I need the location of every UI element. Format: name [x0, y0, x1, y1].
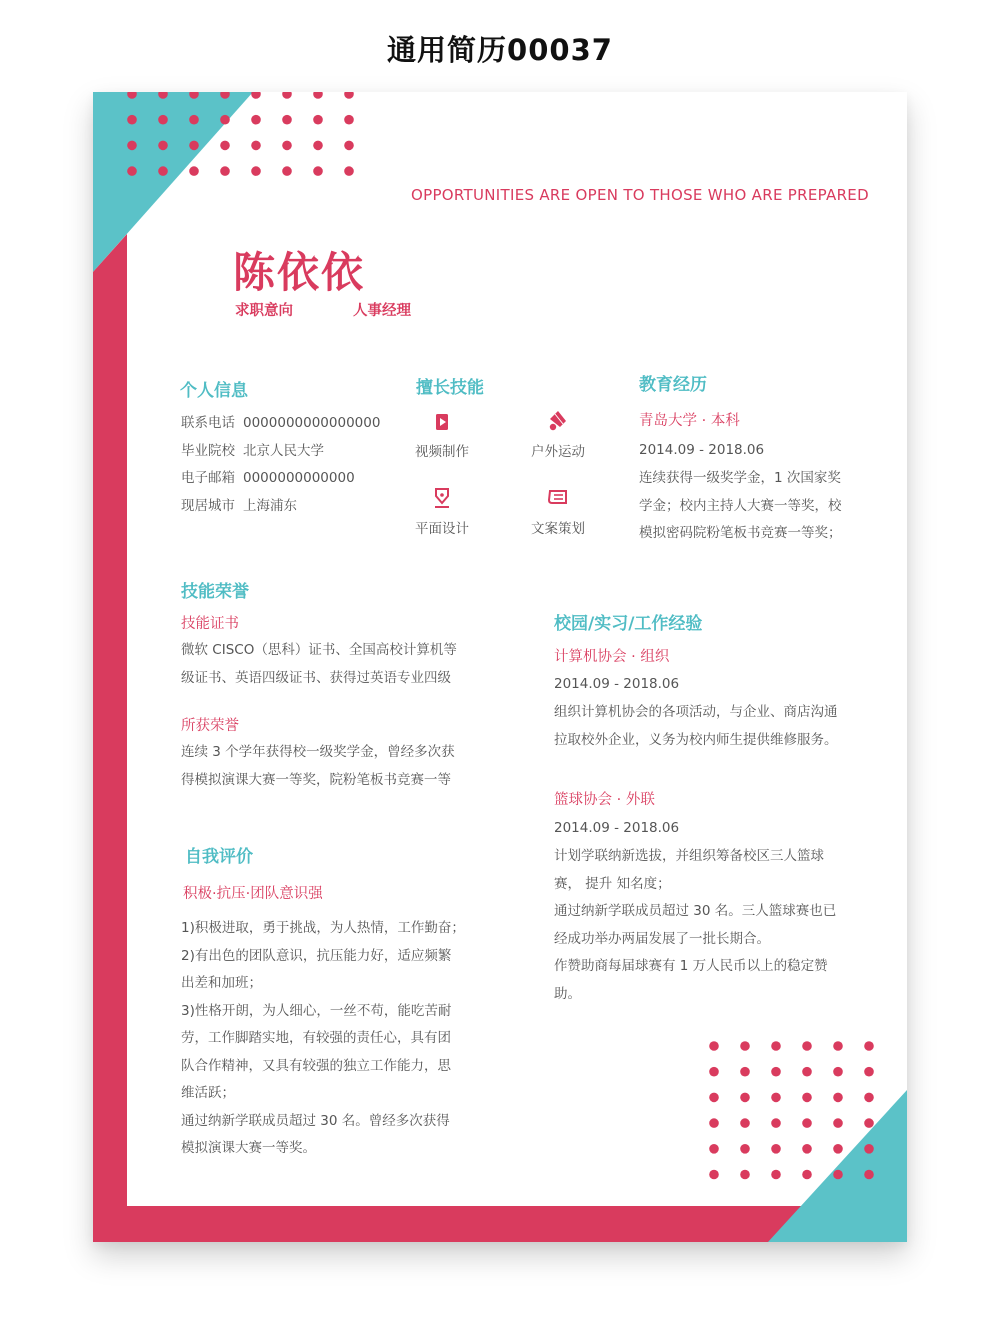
decorative-dot — [802, 1144, 812, 1154]
self-eval-subtitle: 积极·抗压·团队意识强 — [183, 886, 323, 902]
decorative-dot — [251, 166, 261, 176]
decorative-dot — [740, 1067, 750, 1077]
decorative-dot — [251, 115, 261, 125]
text-line: 助。 — [554, 985, 581, 1002]
decorative-dot — [740, 1170, 750, 1180]
text-line: 拉取校外企业，义务为校内师生提供维修服务。 — [554, 731, 838, 748]
info-value: 北京人民大学 — [243, 442, 324, 459]
decorative-dot — [709, 1170, 719, 1180]
experience-description-1 — [554, 699, 874, 754]
pen-nib-icon — [431, 487, 453, 509]
decorative-dot — [282, 115, 292, 125]
decorative-dot — [802, 1067, 812, 1077]
text-line: 连续 3 个学年获得校一级奖学金，曾经多次获 — [181, 744, 455, 760]
decorative-dot — [158, 141, 168, 151]
decorative-dot — [802, 1118, 812, 1128]
decorative-dot — [158, 166, 168, 176]
self-eval-description — [181, 915, 501, 1163]
decorative-dot — [189, 115, 199, 125]
decorative-dot — [771, 1144, 781, 1154]
decorative-dot — [802, 1170, 812, 1180]
education-period: 2014.09 - 2018.06 — [639, 442, 765, 458]
text-line: 3)性格开朗，为人细心，一丝不苟，能吃苦耐 — [181, 1002, 452, 1019]
info-label: 联系电话 — [181, 415, 235, 431]
personal-info-list — [181, 410, 380, 520]
skill-label: 户外运动 — [531, 444, 585, 460]
info-row-phone — [181, 410, 380, 438]
decorative-dot — [833, 1041, 843, 1051]
experience-title: 校园/实习/工作经验 — [554, 614, 703, 634]
text-line: 维活跃； — [181, 1085, 235, 1101]
intent-label: 求职意向 — [235, 303, 293, 319]
skill-label: 视频制作 — [415, 444, 469, 460]
skill-item-outdoor — [513, 410, 603, 460]
cert-title: 技能证书 — [181, 616, 239, 632]
education-school: 青岛大学 · 本科 — [639, 413, 740, 429]
experience-org-1: 计算机协会 · 组织 — [554, 649, 670, 665]
decorative-dot — [344, 92, 354, 99]
decorative-dot — [344, 166, 354, 176]
decorative-dot — [344, 141, 354, 151]
decorative-dot — [864, 1067, 874, 1077]
decorative-dot — [709, 1093, 719, 1103]
text-line: 计划学联纳新选拔，并组织筹备校区三人篮球 — [554, 848, 824, 864]
text-line: 组织计算机协会的各项活动，与企业、商店沟通 — [554, 704, 838, 720]
decorative-dot — [709, 1144, 719, 1154]
decorative-dot — [709, 1118, 719, 1128]
self-eval-title: 自我评价 — [185, 847, 253, 867]
decorative-dot — [740, 1093, 750, 1103]
decorative-dot — [709, 1041, 719, 1051]
decorative-dot — [127, 166, 137, 176]
decorative-dot — [771, 1093, 781, 1103]
text-line: 得模拟演课大赛一等奖，院粉笔板书竞赛一等 — [181, 771, 451, 788]
decorative-dot — [864, 1041, 874, 1051]
info-label: 现居城市 — [181, 497, 235, 514]
education-description — [639, 465, 879, 548]
resume-sheet — [93, 92, 907, 1242]
education-title: 教育经历 — [639, 375, 707, 395]
text-line: 模拟演课大赛一等奖。 — [181, 1140, 316, 1156]
document-icon — [546, 487, 570, 509]
decorative-dot — [189, 166, 199, 176]
skill-item-video — [397, 412, 487, 460]
decorative-dot — [864, 1093, 874, 1103]
decorative-dot — [313, 115, 323, 125]
text-line: 通过纳新学联成员超过 30 名。曾经多次获得 — [181, 1112, 450, 1129]
cert-description — [181, 637, 501, 692]
text-line: 经成功举办两届发展了一批长期合。 — [554, 930, 770, 947]
skill-label: 文案策划 — [531, 521, 585, 537]
shuttlecock-icon — [547, 410, 569, 432]
info-label: 毕业院校 — [181, 442, 235, 459]
decorative-dot — [282, 141, 292, 151]
text-line: 作赞助商每届球赛有 1 万人民币以上的稳定赞 — [554, 958, 828, 974]
decorative-dot — [740, 1144, 750, 1154]
text-line: 连续获得一级奖学金，1 次国家奖 — [639, 470, 841, 486]
skills-title: 擅长技能 — [416, 378, 484, 398]
award-title: 所获荣誉 — [181, 718, 239, 734]
decorative-dot — [127, 141, 137, 151]
decorative-dot — [313, 92, 323, 99]
info-value: 0000000000000 — [243, 470, 355, 486]
personal-info-title: 个人信息 — [180, 381, 248, 401]
experience-period-2: 2014.09 - 2018.06 — [554, 820, 680, 836]
info-row-school — [181, 438, 380, 466]
decorative-dot — [220, 115, 230, 125]
pink-strip-left — [93, 234, 127, 1242]
decorative-dot — [189, 141, 199, 151]
honors-title: 技能荣誉 — [181, 582, 249, 602]
decorative-dot — [344, 115, 354, 125]
page-title: 通用简历00037 — [387, 33, 613, 67]
decorative-dot — [771, 1118, 781, 1128]
decorative-dot — [864, 1170, 874, 1180]
text-line: 学金；校内主持人大赛一等奖，校 — [639, 497, 842, 514]
decorative-dot — [282, 92, 292, 99]
decorative-dot — [833, 1093, 843, 1103]
experience-description-2 — [554, 843, 874, 1008]
info-value: 上海浦东 — [243, 497, 297, 514]
decorative-dot — [864, 1144, 874, 1154]
decorative-dot — [864, 1118, 874, 1128]
decorative-dot — [771, 1041, 781, 1051]
decorative-dot — [709, 1067, 719, 1077]
info-label: 电子邮箱 — [181, 470, 235, 486]
decorative-dot — [740, 1041, 750, 1051]
decorative-dot — [771, 1170, 781, 1180]
decorative-dot — [251, 92, 261, 99]
decorative-dot — [740, 1118, 750, 1128]
info-row-email — [181, 465, 380, 493]
decorative-dot — [127, 115, 137, 125]
skill-item-copywriting — [513, 487, 603, 537]
skill-label: 平面设计 — [415, 521, 469, 537]
decorative-dot — [158, 115, 168, 125]
decorative-dot — [313, 166, 323, 176]
text-line: 队合作精神，又具有较强的独立工作能力，思 — [181, 1057, 451, 1074]
skill-item-design — [397, 487, 487, 537]
decorative-dot — [833, 1118, 843, 1128]
decorative-dot — [833, 1170, 843, 1180]
decorative-dot — [802, 1093, 812, 1103]
text-line: 级证书、英语四级证书、获得过英语专业四级 — [181, 669, 451, 686]
decorative-dot — [833, 1067, 843, 1077]
decorative-dot — [251, 141, 261, 151]
decorative-dot — [313, 141, 323, 151]
decorative-dot — [771, 1067, 781, 1077]
award-description — [181, 739, 501, 794]
text-line: 模拟密码院粉笔板书竞赛一等奖； — [639, 525, 842, 541]
text-line: 1)积极进取，勇于挑战，为人热情，工作勤奋； — [181, 920, 465, 936]
text-line: 2)有出色的团队意识，抗压能力好，适应频繁 — [181, 947, 452, 964]
candidate-name: 陈依依 — [233, 248, 366, 297]
decorative-dot — [220, 141, 230, 151]
decorative-dot — [833, 1144, 843, 1154]
motto-text: OPPORTUNITIES ARE OPEN TO THOSE WHO ARE PREPARED — [411, 186, 869, 204]
decorative-dot — [802, 1041, 812, 1051]
intent-value: 人事经理 — [353, 303, 411, 319]
video-icon — [432, 412, 452, 432]
text-line: 出差和加班； — [181, 975, 262, 991]
text-line: 微软 CISCO（思科）证书、全国高校计算机等 — [181, 642, 457, 658]
decorative-dot — [282, 166, 292, 176]
text-line: 劳，工作脚踏实地，有较强的责任心，具有团 — [181, 1030, 451, 1046]
text-line: 通过纳新学联成员超过 30 名。三人篮球赛也已 — [554, 903, 837, 919]
info-value: 0000000000000000 — [243, 415, 381, 431]
experience-period-1: 2014.09 - 2018.06 — [554, 676, 680, 692]
experience-org-2: 篮球协会 · 外联 — [554, 792, 655, 808]
info-row-city — [181, 493, 380, 521]
decorative-dot — [220, 166, 230, 176]
text-line: 赛， 提升 知名度； — [554, 875, 671, 892]
